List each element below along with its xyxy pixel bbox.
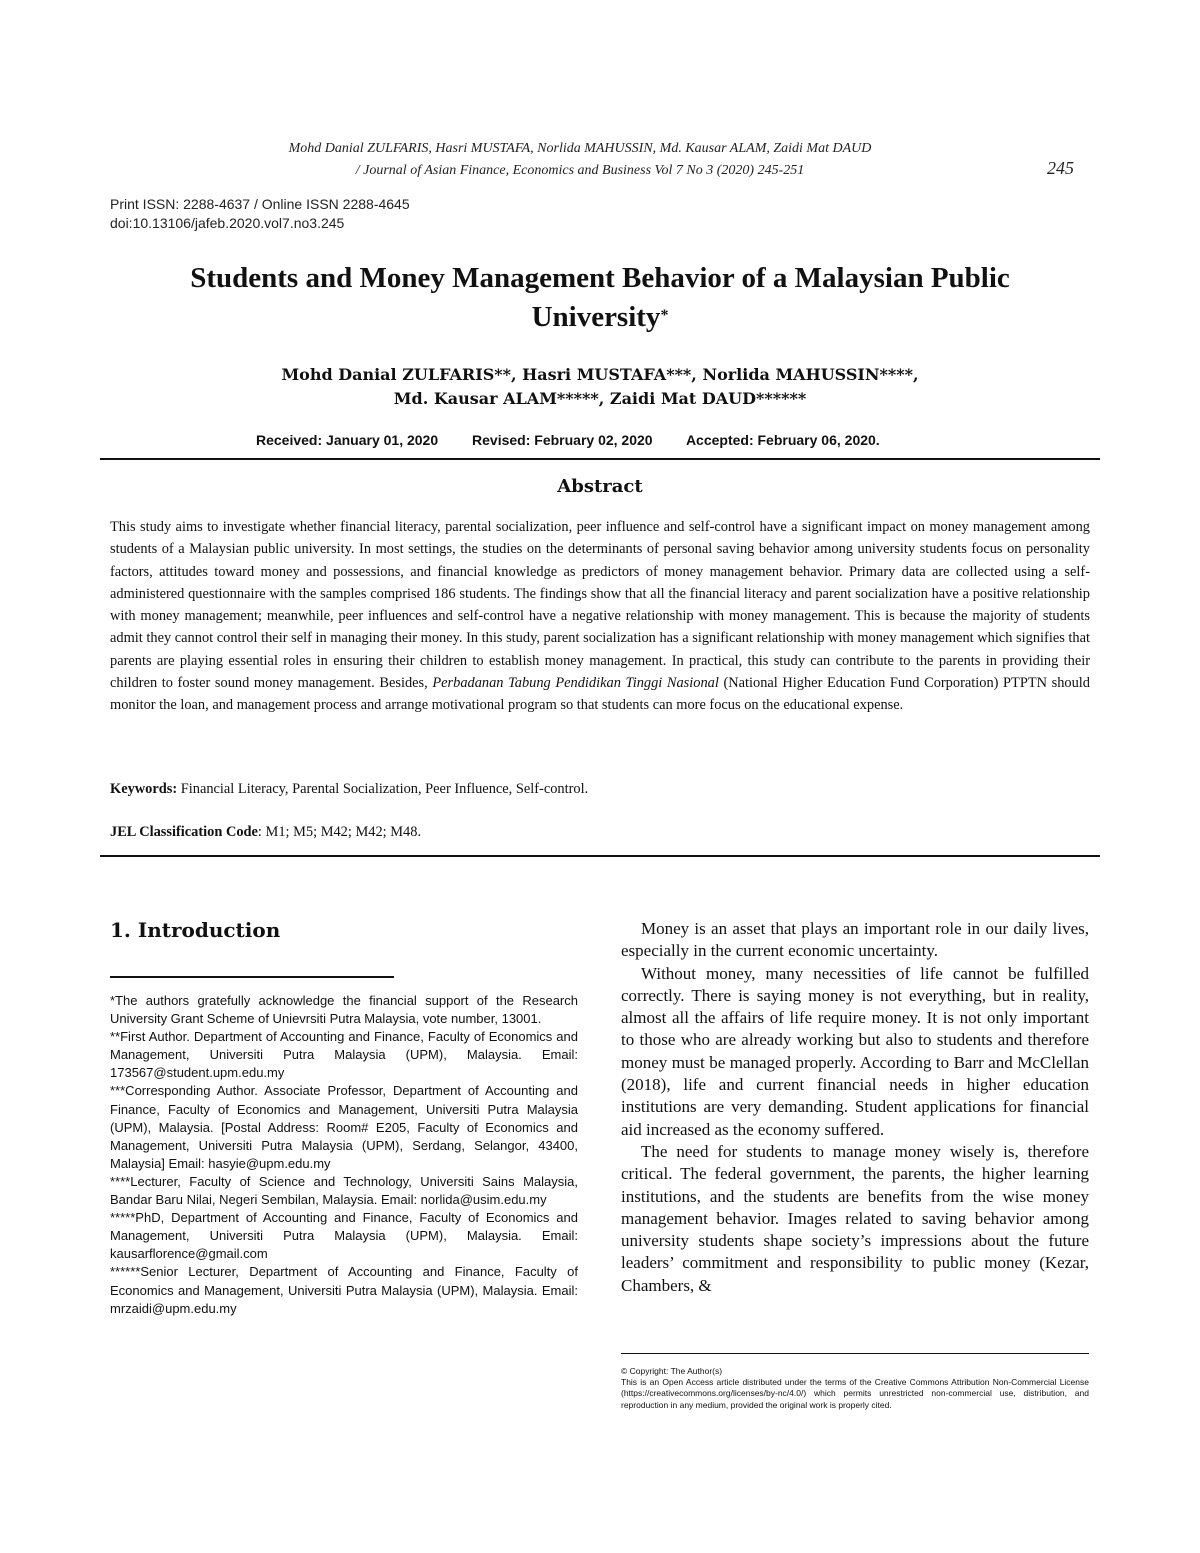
top-divider xyxy=(100,458,1100,460)
issn-block xyxy=(110,195,410,233)
keywords-label: Keywords: xyxy=(110,781,178,797)
author-list xyxy=(100,363,1100,411)
title-line-2: University xyxy=(531,301,661,333)
footnote-divider xyxy=(110,976,394,978)
paragraph: The need for students to manage money wisely is, therefore critical. The federal government, the parents, the higher learning institutions, and the students are benefits from the wise money management behavior. Images related to saving behavior among university students shape society’s impressions about the future leaders’ commitment and responsibility to public money (Kezar, Chambers, & xyxy=(621,1141,1089,1295)
footnote: **First Author. Department of Accounting and Finance, Faculty of Economics and Management, Universiti Putra Malaysia (UPM), Malaysia. Email: 173567@student.upm.edu.my xyxy=(110,1029,578,1081)
footnote: ****Lecturer, Faculty of Science and Technology, Universiti Sains Malaysia, Bandar Baru Nilai, Negeri Sembilan, Malaysia. Email: norlida@usim.edu.my xyxy=(110,1173,578,1208)
abstract-italic-name: Perbadanan Tabung Pendidikan Tinggi Nasional xyxy=(432,675,719,692)
keywords xyxy=(110,781,1090,798)
paragraph: Money is an asset that plays an important role in our daily lives, especially in the current economic uncertainty. xyxy=(621,919,1089,961)
footnote: *The authors gratefully acknowledge the financial support of the Research University Grant Scheme of Unievrsiti Putra Malaysia, vote number, 13001. xyxy=(110,993,578,1027)
title-line-1: Students and Money Management Behavior of a Malaysian Public xyxy=(190,262,1010,294)
paragraph: Without money, many necessities of life cannot be fulfilled correctly. There is saying money is not everything, but in reality, almost all the affairs of life require money. It is not only important to those who are already working but also to students and therefore money must be managed properly. According to Barr and McClellan (2018), life and current financial needs in higher education institutions are very demanding. Student applications for financial aid increased as the economy suffered. xyxy=(621,963,1089,1139)
accepted-date: Accepted: February 06, 2020. xyxy=(685,432,880,448)
jel-value: : M1; M5; M42; M42; M48. xyxy=(257,824,422,840)
keywords-value: Financial Literacy, Parental Socialization, Peer Influence, Self-control. xyxy=(177,781,589,797)
abstract-text-part-2: (National Higher Education Fund Corporation) PTPTN should monitor the loan, and management process and arrange motivational program so that students can more focus on the educational expense. xyxy=(110,675,1090,714)
copyright-divider xyxy=(621,1353,1089,1354)
revised-date: Revised: February 02, 2020 xyxy=(472,432,653,448)
introduction-body xyxy=(621,918,1089,1297)
received-date: Received: January 01, 2020 xyxy=(256,432,439,448)
article-title xyxy=(100,260,1100,336)
abstract-text xyxy=(110,516,1090,717)
running-head-authors: Mohd Danial ZULFARIS, Hasri MUSTAFA, Norlida MAHUSSIN, Md. Kausar ALAM, Zaidi Mat DAUD xyxy=(288,141,872,156)
doi-line: doi:10.13106/jafeb.2020.vol7.no3.245 xyxy=(110,215,345,231)
authors-line-2: Md. Kausar ALAM*****, Zaidi Mat DAUD****** xyxy=(393,389,807,408)
running-head-journal: / Journal of Asian Finance, Economics and Business Vol 7 No 3 (2020) 245-251 xyxy=(355,163,805,178)
jel-label: JEL Classification Code xyxy=(110,824,258,840)
running-head xyxy=(200,138,960,182)
license-text: This is an Open Access article distributed under the terms of the Creative Commons Attribution Non-Commercial License (https://creativecommons.org/licenses/by-nc/4.0/) which permits unrestricted non-commercial use, distribution, and reproduction in any medium, provided the original work is properly cited. xyxy=(621,1377,1089,1410)
footnote: *****PhD, Department of Accounting and Finance, Faculty of Economics and Management, Universiti Putra Malaysia (UPM), Malaysia. Email: kausarflorence@gmail.com xyxy=(110,1210,578,1262)
title-footnote-mark: * xyxy=(660,307,669,324)
issn-line: Print ISSN: 2288-4637 / Online ISSN 2288-4645 xyxy=(110,196,410,212)
section-heading: 1. Introduction xyxy=(110,918,281,942)
abstract-text-part-1: This study aims to investigate whether financial literacy, parental socialization, peer influence and self-control have a significant impact on money management among students of a Malaysian public university. In most settings, the studies on the determinants of personal saving behavior among university students focus on personality factors, attitudes toward money and possessions, and financial knowledge as predictors of money management behavior. Primary data are collected using a self-administered questionnaire with the samples comprised 186 students. The findings show that all the financial literacy and parent socialization have a positive relationship with money management; meanwhile, peer influences and self-control have a negative relationship with money management. This is because the majority of students admit they cannot control their self in managing their money. In this study, parent socialization has a significant relationship with money management which signifies that parents are playing essential roles in ensuring their children to establish money management. In practical, this study can contribute to the parents in providing their children to foster sound money management. Besides, xyxy=(110,519,1090,692)
jel-code xyxy=(110,824,1090,841)
bottom-divider xyxy=(100,855,1100,857)
abstract-heading: Abstract xyxy=(557,476,643,497)
submission-dates xyxy=(256,432,910,448)
copyright-line: © Copyright: The Author(s) xyxy=(621,1366,723,1376)
copyright-notice xyxy=(621,1366,1089,1411)
footnote: ***Corresponding Author. Associate Professor, Department of Accounting and Finance, Faculty of Economics and Management, Universiti Putra Malaysia (UPM), Malaysia. [Postal Address: Room# E205, Faculty of Economics and Management, Universiti Putra Malaysia (UPM), Serdang, Selangor, 43400, Malaysia] Email: hasyie@upm.edu.my xyxy=(110,1083,578,1171)
footnotes xyxy=(110,992,578,1318)
footnote: ******Senior Lecturer, Department of Accounting and Finance, Faculty of Economics and Management, Universiti Putra Malaysia (UPM), Malaysia. Email: mrzaidi@upm.edu.my xyxy=(110,1264,578,1316)
authors-line-1: Mohd Danial ZULFARIS**, Hasri MUSTAFA***, Norlida MAHUSSIN****, xyxy=(281,365,919,384)
page-number: 245 xyxy=(1047,158,1074,178)
